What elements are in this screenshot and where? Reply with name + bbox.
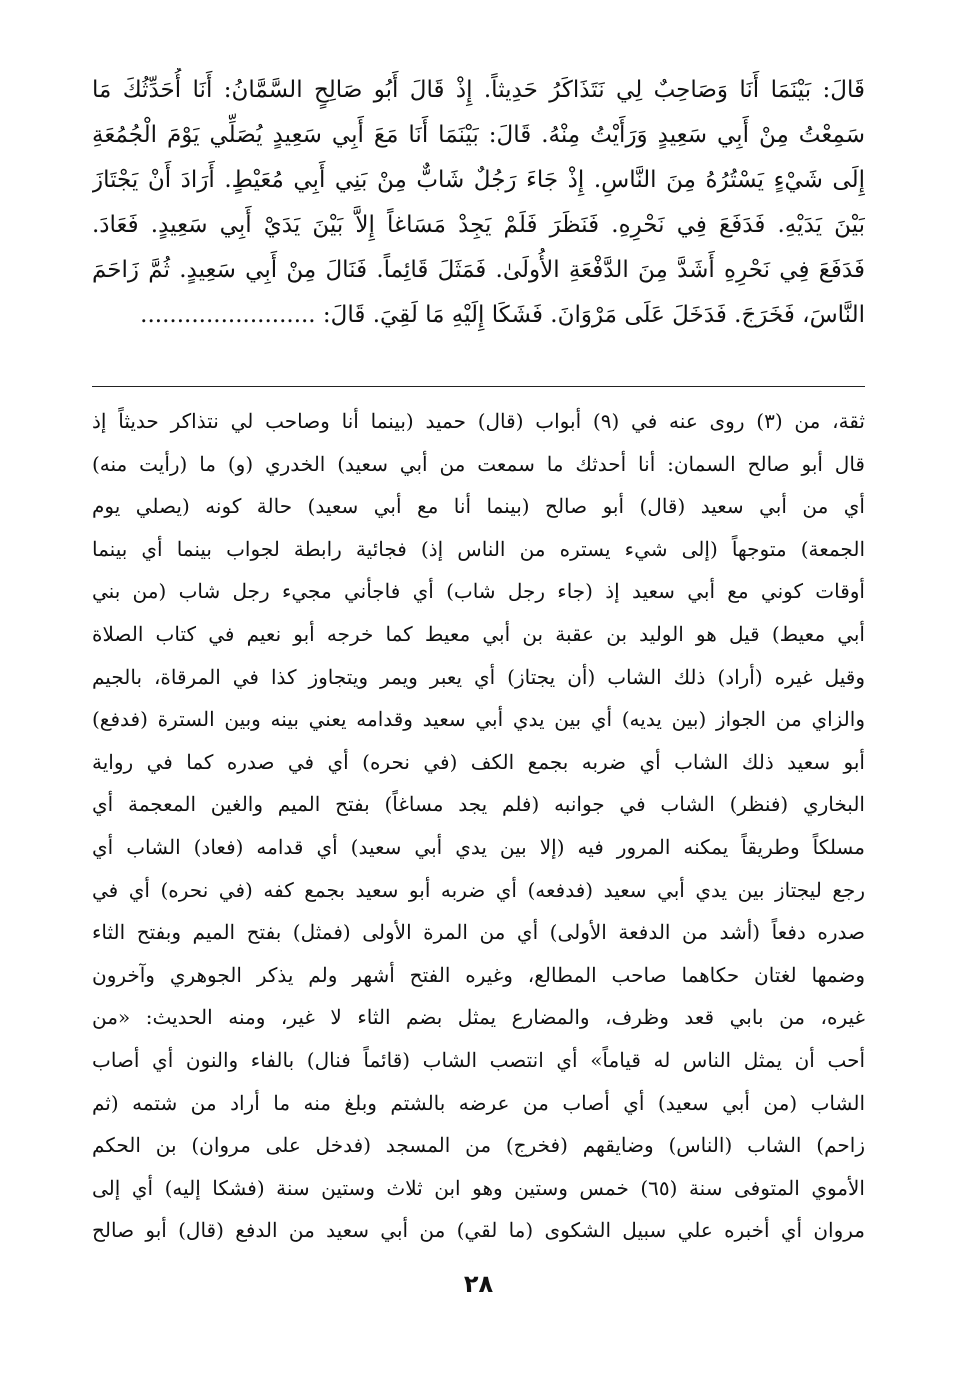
commentary-line: وضمها لغتان حكاهما صاحب المطالع، وغيره الفتح أشهر ولم يذكر الجوهري وآخرون <box>92 962 865 987</box>
commentary-line: أوقات كوني مع أبي سعيد إذ (جاء رجل شاب) أي فاجأني مجيء رجل شاب (من بني <box>92 579 865 604</box>
hadith-text-block <box>92 68 865 338</box>
hadith-line: قَالَ: بَيْنَمَا أَنَا وَصَاحِبٌ لِي نَتَذَاكَرُ حَدِيثاً. إِذْ قَالَ أَبُو صَالِحٍ السَّمَّانُ: أَنَا أُحَدِّثُكَ مَا <box>92 77 865 103</box>
commentary-line: مروان أي أخبره علي سبيل الشكوى (ما لقي) من أبي سعيد من الدفع (قال) أبو صالح <box>92 1218 865 1243</box>
hadith-line: النَّاسَ، فَخَرَجَ. فَدَخَلَ عَلَى مَرْوَانَ. فَشَكَا إِلَيْهِ مَا لَقِيَ. قَالَ: ........................ <box>140 302 865 328</box>
commentary-line: مسلكاً وطريقاً يمكنه المرور فيه (إلا بين يدي أبي سعيد) أي قدامه (فعاد) الشاب أي <box>92 834 865 859</box>
hadith-line: سَمِعْتُ مِنْ أَبِي سَعِيدٍ وَرَأَيْتُ مِنْهُ. قَالَ: بَيْنَمَا أَنَا مَعَ أَبِي سَعِيدٍ يُصَلِّي يَوْمَ الْجُمُعَةِ <box>92 122 865 148</box>
commentary-text-block <box>92 400 865 1252</box>
commentary-line: وقيل غيره (أراد) ذلك الشاب (أن يجتاز) أي يعبر ويمر ويتجاوز كذا في المرقاة، بالجيم <box>92 664 865 689</box>
commentary-line: أبو سعيد ذلك الشاب أي ضربه بجمع الكف (في نحره) أي في صدره كما في رواية <box>92 749 865 774</box>
commentary-line: غيره، من بابي قعد وظرف، والمضارع يمثل بضم الثاء لا غير، ومنه الحديث: «من <box>92 1005 865 1030</box>
commentary-line: زاحم) الشاب (الناس) وضايقهم (فخرج) من المسجد (فدخل على مروان) بن الحكم <box>92 1133 865 1158</box>
commentary-line: البخاري (فنظر) الشاب في جوانبه (فلم يجد مساغاً) بفتح الميم والغين المعجمة أي <box>92 792 865 817</box>
hadith-line: بَيْنَ يَدَيْهِ. فَدَفَعَ فِي نَحْرِهِ. فَنَظَرَ فَلَمْ يَجِدْ مَسَاغاً إِلاَّ بَيْنَ يَدَيْ أَبِي سَعِيدٍ. فَعَادَ. <box>92 212 865 238</box>
commentary-line: قال أبو صالح السمان: أنا أحدثك ما سمعت من أبي سعيد) الخدري (و) ما (رأيت منه) <box>92 451 865 476</box>
commentary-line: أي من أبي سعيد (قال) أبو صالح (بينما أنا مع أبي سعيد) حالة كونه (يصلي يوم <box>92 494 865 519</box>
hadith-line: إِلَى شَيْءٍ يَسْتُرُهُ مِنَ النَّاسِ. إِذْ جَاءَ رَجُلٌ شَابٌّ مِنْ بَنِي أَبِي مُعَيْطٍ. أَرَادَ أَنْ يَجْتَازَ <box>92 167 865 193</box>
commentary-line: أحب أن يمثل الناس له قياماً» أي انتصب الشاب (قائماً فنال) بالفاء والنون أي أصاب <box>92 1047 865 1072</box>
commentary-line: الشاب (من أبي سعيد) أي أصاب من عرضه بالشتم وبلغ منه ما أراد من شتمه (ثم <box>92 1090 865 1115</box>
section-divider <box>92 386 865 387</box>
commentary-line: أبي معيط) قيل هو الوليد بن عقبة بن أبي معيط كما خرجه أبو نعيم في كتاب الصلاة <box>92 621 865 646</box>
commentary-line: رجع ليجتاز بين يدي أبي سعيد (فدفعه) أي ضربه أبو سعيد بجمع كفه (في نحره) أي في <box>92 877 865 902</box>
commentary-line: والزاي من الجواز (بين يديه) أي بين يدي أبي سعيد وقدامه يعني بينه وبين السترة (فدفع) <box>92 707 865 732</box>
commentary-line: ثقة، من (٣) روى عنه في (٩) أبواب (قال) حميد (بينما أنا وصاحب لي نتذاكر حديثاً إذ <box>92 409 865 433</box>
hadith-line: فَدَفَعَ فِي نَحْرِهِ أَشَدَّ مِنَ الدَّفْعَةِ الأُولَىٰ. فَمَثَلَ قَائِماً. فَنَالَ مِنْ أَبِي سَعِيدٍ. ثُمَّ زَاحَمَ <box>92 257 865 283</box>
commentary-line: الجمعة) متوجهاً (إلى شيء يستره من الناس إذ) فجائية رابطة لجواب بينما أي بينما <box>92 536 865 561</box>
commentary-line: صدره دفعاً (أشد من الدفعة الأولى) أي من المرة الأولى (فمثل) بفتح الميم وبفتح الثاء <box>92 920 865 945</box>
page-number: ٢٨ <box>463 1270 494 1298</box>
commentary-line: الأموي المتوفى سنة (٦٥) خمس وستين وهو ابن ثلاث وستين سنة (فشكا إليه) أي إلى <box>92 1175 865 1200</box>
